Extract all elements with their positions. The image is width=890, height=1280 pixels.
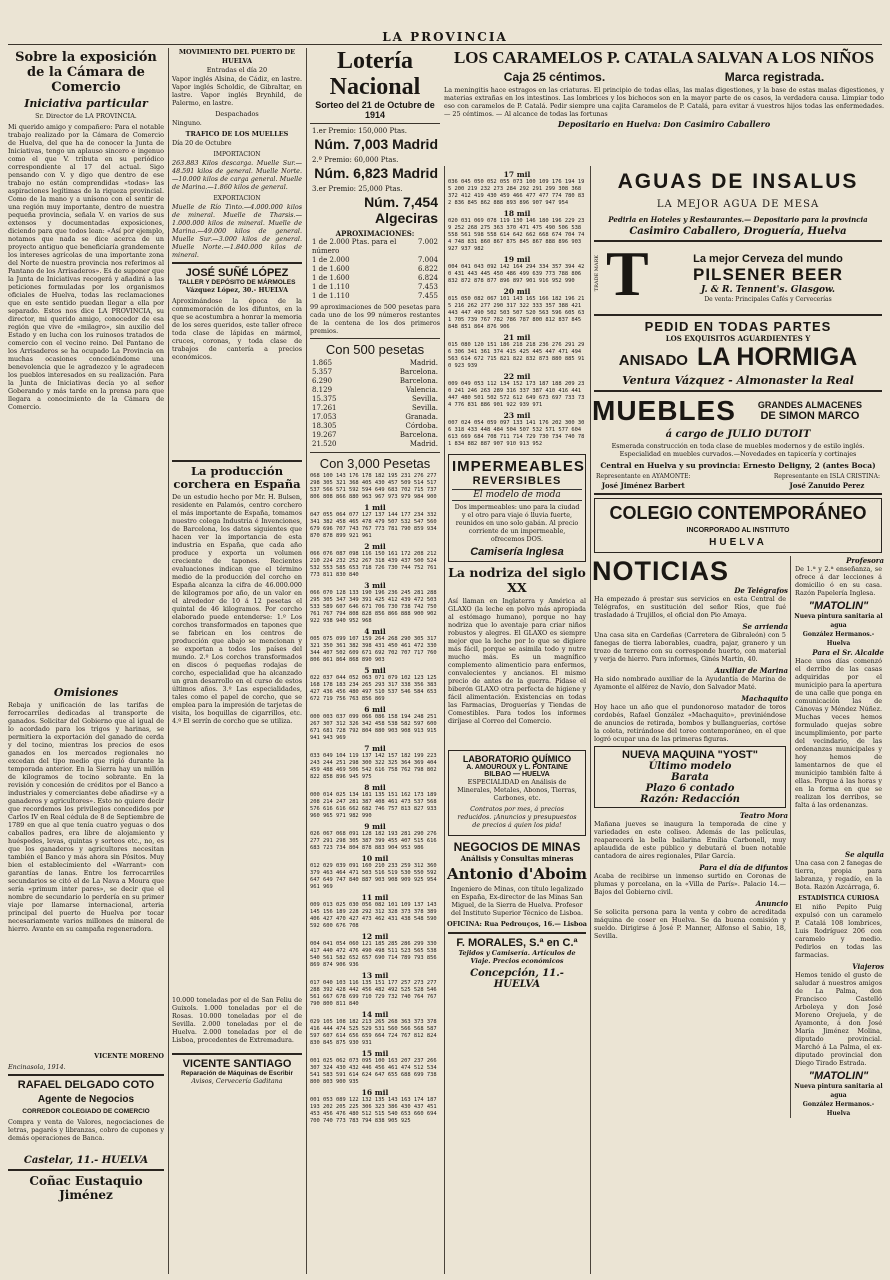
news-body: De 1.ª y 2.ª enseñanza, se ofrece á dar lecciones á domicilio ó en su casa. Razón Papelería Inglesa. <box>795 565 882 597</box>
mil-grid: 066 076 087 098 116 150 161 172 208 212 210 224 232 252 267 318 439 437 500 524 532 553 585 653 718 726 730 744 752 761 773 811 830 840 <box>310 551 440 578</box>
insalus-depot: Casimiro Caballero, Droguería, Huelva <box>629 226 847 237</box>
matolin2-brand: González Hermanos.- Huelva <box>802 1101 875 1117</box>
mil-heading: 21 mil <box>503 333 531 342</box>
aprox-list <box>308 238 442 301</box>
ad-laboratorio <box>448 750 586 836</box>
aprox-row: 1 de 1.600 6.822 <box>312 265 438 273</box>
ad-yost <box>594 746 786 808</box>
mil-grid: 009 013 025 030 056 082 101 109 137 143 145 156 189 228 292 312 328 373 378 389 406 427 470 427 473 462 431 438 548 590 592 600 676 708 <box>310 902 440 929</box>
column-rule <box>590 166 591 1274</box>
mil-grid: 066 070 128 133 190 196 236 245 281 288 295 305 347 349 391 425 412 439 472 503 533 589 607 646 671 706 730 738 742 750 761 767 794 808 828 856 866 888 900 902 922 938 940 952 968 <box>310 590 440 624</box>
mil-grid: 015 050 082 067 101 143 165 166 182 196 215 216 262 277 290 317 322 333 357 388 421 443 447 490 502 503 507 520 563 596 605 631 705 739 767 782 786 787 800 812 837 845 848 851 864 876 906 <box>448 296 585 330</box>
matolin2-title: "MATOLIN" <box>808 1070 869 1082</box>
minas-name: Antonio d'Aboim <box>446 865 588 883</box>
masthead-rule <box>8 44 882 45</box>
noticias-title: NOTICIAS <box>592 556 730 586</box>
port-ninguno: Ninguno. <box>172 119 202 127</box>
yost-line3: Razón: Redacción <box>640 794 740 805</box>
ad-imp-tag: El modelo de moda <box>452 489 582 501</box>
mil-heading: 17 mil <box>503 170 531 179</box>
news-head: Para el Sr. Alcalde <box>812 648 884 657</box>
ad-rafael-body: Compra y venta de Valores, negociaciones de letras, pagarés y libranzas, cobro de cupones y demás operaciones de Banca. <box>8 1118 164 1142</box>
article-title-exposicion: Sobre la exposición de la Cámara de Comercio <box>15 50 157 95</box>
mil-heading: 6 mil <box>364 705 386 714</box>
mil-heading: 15 mil <box>361 1049 389 1058</box>
mil-heading: 14 mil <box>361 1010 389 1019</box>
ad-santiago-name: VICENTE SANTIAGO <box>182 1058 292 1070</box>
prize-1-label: 1.er Premio: 150,000 Ptas. <box>312 127 407 135</box>
news-body: Se solicita persona para la venta y cobro de acreditada máquina de coser en Huelva. Se da buena comisión y sueldo. Dirigirse á José P. Manner, Alfonso el Sabio, 18, Sevilla. <box>594 908 786 940</box>
c500-row: 6.290 Barcelona. <box>312 377 438 385</box>
minas-address: OFICINA: Rua Pedrouços, 16.— Lisboa <box>446 920 587 928</box>
beer-name: PILSENER BEER <box>693 264 843 284</box>
news-head: Viajeros <box>852 962 884 971</box>
trade-mark-label: TRADE MARK <box>594 255 600 292</box>
mil-grid: 001 025 062 073 095 100 163 207 237 266 307 324 430 432 446 456 461 474 512 534 541 583 591 614 624 647 655 688 699 738 800 803 900 935 <box>310 1058 440 1085</box>
ad-santiago-address: Avisos, Cervecería Gaditana <box>191 1077 283 1085</box>
lab-cities: BILBAO — HUELVA <box>484 771 550 778</box>
rep2-name: José Zanuido Perez <box>789 481 865 490</box>
matolin-brand: González Hermanos.- Huelva <box>802 631 875 647</box>
news-head: Se arrienda <box>742 622 788 631</box>
morales-address: Concepción, 11.- HUELVA <box>470 968 564 990</box>
news-head: ESTADÍSTICA CURIOSA <box>798 895 879 902</box>
rep1-label: Representante en AYAMONTE: <box>596 473 691 480</box>
mil-heading: 7 mil <box>364 744 386 753</box>
column-3 <box>308 48 442 1274</box>
banner-caramelos <box>444 48 884 166</box>
mil-grid: 001 053 089 122 132 135 143 163 174 187 193 202 205 225 306 323 386 430 437 451 453 456 476 480 512 515 540 653 660 694 700 740 773 783 794 838 905 925 <box>310 1097 440 1124</box>
divider <box>172 1053 302 1055</box>
mil-grid: 005 075 099 107 159 264 268 290 305 317 321 350 361 382 398 431 450 461 472 330 344 407 502 609 671 692 702 707 717 760 806 861 864 868 890 903 <box>310 636 440 663</box>
insalus-title: AGUAS DE INSALUS <box>617 170 859 193</box>
importacion-title: IMPORTACION <box>213 151 261 158</box>
c500-row: 5.357 Barcelona. <box>312 368 438 376</box>
column-4 <box>446 168 588 1274</box>
aprox-row: 1 de 1.600 6.824 <box>312 274 438 282</box>
ad-sune-name: JOSÉ SUÑÉ LÓPEZ <box>185 267 289 279</box>
ad-imp-shop: Camisería Inglesa <box>470 546 564 558</box>
news-head: Auxiliar de Marina <box>714 666 788 675</box>
mil-grid: 026 067 068 091 128 182 193 281 290 276 277 291 298 305 387 399 455 407 515 616 683 723 734 804 878 883 904 953 986 <box>310 831 440 851</box>
mil-grid: 036 045 050 052 055 073 100 109 176 194 195 200 219 232 273 284 292 291 299 308 368 372 412 419 430 459 466 477 477 774 780 832 836 845 862 888 893 896 907 947 954 <box>448 179 585 206</box>
divider <box>8 1169 164 1171</box>
mil-grid: 017 040 103 116 135 151 177 257 273 277 288 392 428 442 456 482 492 525 528 546 561 667 678 699 710 729 732 740 764 767 790 800 811 840 <box>310 980 440 1007</box>
divider <box>172 460 302 462</box>
ad-rafael-name: RAFAEL DELGADO COTO <box>17 1079 155 1091</box>
mil-grid: 047 055 064 077 127 137 144 177 234 332 341 382 458 465 478 479 507 532 547 560 679 696 707 743 767 773 781 790 859 934 870 878 899 921 961 <box>310 512 440 539</box>
ad-sune-body: Aproximándose la época de la conmemoración de los difuntos, en la que se acostumbra a honrar la memoria de los seres queridos, este taller ofrece toda clase de lápidas en mármol, cruces, coronas, y toda clase de trabajos de cantería a precios económicos. <box>172 297 302 361</box>
matolin-body: Nueva pintura sanitaria al agua <box>794 613 883 629</box>
mil-heading: 8 mil <box>364 783 386 792</box>
ad-colegio <box>594 498 882 553</box>
article-subtitle: Iniciativa particular <box>24 97 148 110</box>
news-body: Hemos tenido el gusto de saludar á nuestros amigos de La Palma, don Francisco Castelló Arboleya y don José Moreno Orejuela, y de Ayamonte, á don José María Jiménez Molina, diputado provincial. Marchó á La Palma, el ex-diputado provincial don Diego Tirado Estrada. <box>795 971 882 1067</box>
news-body: Ha sido nombrado auxiliar de la Ayudantía de Marina de Ayamonte el alférez de Navío, don Salvador Maté. <box>594 675 786 691</box>
c500-title: Con 500 pesetas <box>325 342 425 357</box>
insalus-subtitle: LA MEJOR AGUA DE MESA <box>656 199 820 210</box>
column-5 <box>592 168 884 1274</box>
prize-2-number: Núm. 6,823 Madrid <box>314 165 438 181</box>
article-body-corcho: De un estudio hecho por Mr. H. Bulsen, residente en Palamós, centro corchero el más importante de España, tomamos nuestro colega Industria é Invenciones, de Barcelona, los datos siguientes que hacen ver la importancia de esta industria en España, que cada año produce y exporta un volumen creciente de tapones. Recientes evaluaciones indican que el término medio de la producción del corcho en España alcanza la cifra de 46.000.000 de kilogramos por año, de un valor en el alrededor de 10 á 12 pesetas el quintal de 46 kilogramos. Por corcho elaborado puede entenderse: 1.º Los corchos transformados en tapones que se fabrican en los centros de producción que abajo se mencionan y se exportan a todos los países del mundo. 2.º Los corchos transformados en discos ó pequeñas rodajas de corcho, especialidad que ha alcanzado un gran desarrollo en el curso de estos últimos años. 3.º Las especialidades, tales como el papel de corcho, que se emplea para la impresión de tarjetas de visita, los boquillas de cigarrillos, etc. 4.º El serrín de corcho que se utiliza. <box>172 493 302 725</box>
beer-sale: De venta: Principales Cafés y Cervecerías <box>704 295 832 303</box>
divider <box>172 262 302 264</box>
banner-depot: Depositario en Huelva: Don Casimiro Caballero <box>557 119 771 129</box>
ad-imp-subtitle: REVERSIBLES <box>472 475 562 487</box>
c500-row: 1.865 Madrid. <box>312 359 438 367</box>
ad-rafael-sub: CORREDOR COLEGIADO DE COMERCIO <box>22 1108 150 1115</box>
port-subtitle: Entradas el día 20 <box>206 66 268 74</box>
article-body-nodriza: Así llaman en Inglaterra y América al GLAXO (la leche en polvo más apropiada al estómago humano), porque no hay nodriza que lo aventaje para criar niños robustos y alegres. El GLAXO es siempre mejor que la leche por lo que se digiere más fácil, porque se asimila todo y nutre mucho más. Es un magnífico complemento alimenticio para enfermos, convalecientes y ancianos. El mismo precio de antes de la guerra. Pídase el biberón GLAXO otra perfecta de higiene y fácil alimentación. Existencias en todas las Farmacias, Droguerías y Tiendas de Comestibles. Para todos los informes diríjase al Correo del Comercio. <box>448 597 586 725</box>
hormiga-name: LA HORMIGA <box>697 343 858 371</box>
lottery-subtitle: Sorteo del 21 de Octubre de 1914 <box>315 100 435 120</box>
c500-row: 15.375 Sevilla. <box>312 395 438 403</box>
mil-grid: 004 041 043 092 142 164 294 334 357 394 420 431 443 445 450 486 499 639 773 788 806 832 872 878 877 896 897 901 916 952 990 <box>448 264 585 284</box>
mil-heading: 20 mil <box>503 287 531 296</box>
lab-names: A. AMOUROUX y L. FONTAINE <box>466 764 568 771</box>
noticias-col-a <box>592 556 791 1118</box>
mil-heading: 5 mil <box>364 666 386 675</box>
mil-grid: 007 024 054 059 097 133 141 176 202 300 306 318 433 448 484 504 507 532 571 577 604 613 669 684 708 711 714 729 730 734 740 781 834 882 887 907 910 913 952 <box>448 420 585 447</box>
cork-list: 10.000 toneladas por el de San Feliu de Guixols. 1.000 toneladas por el de Rosas. 10.000 toneladas por el de Sevilla. 2.000 toneladas por el de Huelva. 2.000 toneladas por el de Lisboa, procedentes de Extremadura. <box>172 996 302 1044</box>
divider <box>8 1074 164 1076</box>
mil-heading: 19 mil <box>503 255 531 264</box>
aprox-row: 1 de 2.000 Ptas. para el número 7.002 <box>312 238 438 255</box>
lab-body: ESPECIALIDAD en Análisis de Minerales, Metales, Abonos, Tierras, Carbones, etc. <box>457 778 577 802</box>
signature: VICENTE MORENO <box>94 1052 164 1060</box>
port-despachados: Despachados <box>215 110 259 118</box>
c500-row: 18.305 Córdoba. <box>312 422 438 430</box>
matolin-title: "MATOLIN" <box>808 600 869 612</box>
article-body: Mi querido amigo y compañero: Para el notable trabajo realizado por la Cámara de Comercio de Huelva, del que ha de conocer la Junta de Iniciativas, tengo un aplauso sincero e ingenuo como el que V. tributa en su periódico correspondiente al 17 del actual. Sigo pensando con V. y digo que dentro de ese trabajo no están comprendidas «todas» las aspiraciones legítimas de la riqueza provincial. Como de la mano y a unísono con el sentir de una región muy importante, dentro de nuestra pequeña provincia, señala V. en varios de sus extensos y documentadas exposiciones, diciendo para que todos lean: «Así por ejemplo, notamos que nada se dice acerca de un proyecto antiguo que beneficiaría grandemente los intereses agrícolas de una importante zona del Norte de nuestra provincia nos referimos al Pantano de los Arrisaderos». Es de suponer que la Junta de Iniciativas recogerá y añadirá a las peticiones formuladas por los organismos oficiales de Huelva, todas las reclamaciones que en este sentido puedan llegar a ella por separado. Estos nos dice LA PROVINCIA, su director, mi querido amigo, conocedor de esa región que vive de «milagro», sin auxilio del Estado y en lucha con los ruinosos tratados de comercio con el vecino reino. Del Pantano de los Arrisaderos se ha ocupado La Provincia en muchas ocasiones concediéndome una benevolencia que le agradezco y le agradecen los pueblos interesados en su realización. Para la Junta de Iniciativas decía yo al señor Goberando y más tarde en la prensa para que llegara a conocimiento de la Cámara de Comercio. <box>8 123 164 411</box>
ad-imp-title: IMPERMEABLES <box>452 458 585 475</box>
mil-heading: 2 mil <box>364 542 386 551</box>
c500-row: 21.520 Madrid. <box>312 440 438 448</box>
exportacion-title: EXPORTACION <box>213 195 261 202</box>
morales-body: Tejidos y Camisería. Artículos de Viaje. Precios económicos <box>458 949 576 965</box>
importacion-body: 263.883 Kilos descarga. Muelle Sur.—48.591 kilos de general. Muelle Norte.—10.000 kilos de carga general. Muelle de Marina.—1.860 kilos de general. <box>172 159 302 191</box>
dateline: Encinasola, 1914. <box>8 1063 66 1071</box>
mil-heading: 11 mil <box>361 893 389 902</box>
exportacion-body: Muelle de Río Tinto.—4.000.000 kilos de mineral. Muelle de Tharsis.—1.000.000 kilos de mineral. Muelle de Marina.—49.000 kilos de general. Muelle Sur.—3.000 kilos de general. Muelle Norte.—1.840.000 kilos de mineral. <box>172 203 302 259</box>
colegio-sub: INCORPORADO AL INSTITUTO <box>686 527 790 534</box>
section-omisiones: Omisiones <box>53 686 119 699</box>
mil-heading: 13 mil <box>361 971 389 980</box>
divider <box>448 932 586 934</box>
divider <box>310 452 440 453</box>
noticias-area <box>592 556 884 1118</box>
prize-3-number: Núm. 7,454 Algeciras <box>364 194 438 226</box>
minas-subtitle: Análisis y Consultas mineras <box>460 854 574 863</box>
news-head: Para el día de difuntos <box>699 863 788 872</box>
muebles-title: MUEBLES <box>592 395 736 426</box>
news-head: De Telégrafos <box>734 586 788 595</box>
c500-row: 19.267 Barcelona. <box>312 431 438 439</box>
mil-heading: 22 mil <box>503 372 531 381</box>
news-body: El niño Pepito Puig expulsó con un caramelo P. Catalá 108 lombrices, Luis Rodríguez 206 con caramelo y medio. Pedirlos en todas las farmacias. <box>795 903 882 959</box>
ad-muebles <box>592 395 884 427</box>
ad-rafael-title: Agente de Negocios <box>37 1094 135 1105</box>
muebles-body: Esmerada construcción en toda clase de muebles modernos y de estilo inglés. Especialidad en muebles curvados.—Novedades en tapicería y cortinajes <box>611 442 865 458</box>
mil-heading: 10 mil <box>361 854 389 863</box>
trade-mark-block <box>594 238 654 311</box>
ad-pilsener <box>594 238 882 311</box>
mil-heading: 12 mil <box>361 932 389 941</box>
lab-title: LABORATORIO QUÍMICO <box>462 754 572 764</box>
banner-trademark: Marca registrada. <box>724 70 825 84</box>
anisado-label: ANISADO <box>618 352 688 369</box>
ad-impermeables <box>448 454 586 562</box>
ad-sune-title: TALLER Y DEPÓSITO DE MÁRMOLES <box>178 279 296 286</box>
minas-title: NEGOCIOS DE MINAS <box>453 840 581 854</box>
divider <box>310 123 440 124</box>
news-body: Hoy hace un año que el pundonoroso matador de toros cordobés, Rafael González «Machaquito», previniéndose de anuncios de retirada, bombos y bullanguerías, cortóse la coleta, retirándose del toreo contemporáneo, en el que logró ocupar una de las primeras figuras. <box>594 703 786 743</box>
t-logo-icon: T <box>606 238 649 309</box>
pedid-headline: PEDID EN TODAS PARTES <box>644 319 832 334</box>
news-body: Una casa con 2 fanegas de tierra, propia para labranza, y regadío, en la Bota. Razón Azcárraga, 6. <box>795 859 882 891</box>
mil-heading: 4 mil <box>364 627 386 636</box>
news-head: Machaquito <box>741 694 788 703</box>
mil-grid: 020 031 069 078 119 130 146 180 196 229 239 252 268 275 363 370 471 475 490 506 538 558 561 598 558 614 642 662 668 674 704 744 748 831 860 867 875 845 867 888 896 903 927 937 982 <box>448 218 585 252</box>
c500-row: 17.261 Sevilla. <box>312 404 438 412</box>
mil-heading: 16 mil <box>361 1088 389 1097</box>
mil-heading: 1 mil <box>364 503 386 512</box>
mil-grid: 012 029 039 091 160 210 233 259 312 360 379 463 464 471 503 516 519 530 550 592 647 649 747 840 887 903 908 909 925 954 961 969 <box>310 863 440 890</box>
article-title-corcho: La producción corchera en España <box>173 464 301 491</box>
column-rule <box>306 48 307 1274</box>
noticias-col-b <box>791 556 884 1118</box>
muebles-reps <box>596 472 880 490</box>
morales-name: F. MORALES, S.ª en C.ª <box>456 937 578 949</box>
mil-grid: 029 105 108 182 213 265 268 363 373 378 416 444 474 525 529 531 560 566 568 587 597 607 614 656 659 664 724 767 812 824 830 845 875 930 931 <box>310 1019 440 1046</box>
beer-headline: La mejor Cerveza del mundo <box>693 252 843 265</box>
news-body: Hace unos días comenzó el derribo de las casas adquiridas por el municipio para la apertura de una calle que ponga en comunicación las de Cánovas y Méndez Núñez. Muchas veces hemos formulado quejas sobre incumplimiento, por parte del vecindario, de las ordenanzas municipales y hoy hemos de lamentarnos de que el municipio también falte á ellas. Porque á las horas y en la forma en que se realizan los derribos, se falta á las ordenanzas. <box>795 657 882 809</box>
trafico-date: Día 20 de Octubre <box>172 139 232 147</box>
port-title: MOVIMIENTO DEL PUERTO DE HUELVA <box>178 48 296 65</box>
rep1-name: José Jiménez Barbert <box>601 481 685 490</box>
news-head: Se alquila <box>845 850 884 859</box>
mil-grid: 009 049 053 112 134 152 173 187 188 209 230 241 246 263 289 316 337 387 410 416 441 447 480 501 502 572 612 649 673 697 733 734 776 831 886 901 922 939 971 <box>448 381 585 408</box>
news-body: Una casa sita en Cardeñas (Carretera de Gibraleón) con 5 fanegas de tierra laborables, cuadra, pajar, granero y un trozo de terreno con su corresponde huerto, con material y verja de hierro. Para informes, Ginés Martín, 40. <box>594 631 786 663</box>
divider <box>594 493 882 495</box>
masthead-title: LA PROVINCIA <box>382 30 508 44</box>
aprox-row: 1 de 1.110 7.453 <box>312 283 438 291</box>
lab-note: Contratos por mes, á precios reducidos. ¡Anuncios y presupuestos de precios á quien los pida! <box>457 805 577 829</box>
mil-heading: 9 mil <box>364 822 386 831</box>
insalus-note: Pedirla en Hoteles y Restaurantes.— Depositario para la provincia <box>608 215 868 224</box>
mil-heading: 3 mil <box>364 581 386 590</box>
yost-line1: Barata <box>671 772 709 783</box>
trafico-title: TRAFICO DE LOS MUELLES <box>185 130 289 138</box>
rep2-label: Representante en ISLA CRISTINA: <box>773 473 880 480</box>
aprox-row: 1 de 2.000 7.004 <box>312 256 438 264</box>
ad-rafael-address: Castelar, 11.- HUELVA <box>23 1155 149 1166</box>
banner-body: La meningitis hace estragos en las criaturas. El principio de todas ellas, las malas digestiones, y la base de estas malas digestiones, y materias extrañas en los intestinos. Las lombrices y los bichocos son en la mayor parte de os casos, la verdadera causa. Limpiar todo eso con caramelos de P. Catalá. Pedir siempre una cajita Caramelos de P. Catalá, para evitar á vuestros hijos todas las enfermedades. — 25 céntimos. — Al alcance de todas las fortunas <box>444 86 884 118</box>
matolin2-body: Nueva pintura sanitaria al agua <box>794 1083 883 1099</box>
minas-body: Ingeniero de Minas, con título legalizado en España, Ex-director de las Minas San Miguel, de la Sierra de Huelva. Profesor del Instituto Superior Técnico de Lisboa. <box>450 885 584 917</box>
c500-row: 8.129 Valencia. <box>312 386 438 394</box>
masthead <box>0 0 890 44</box>
news-head: Profesora <box>846 556 884 565</box>
mil-heading: 18 mil <box>503 209 531 218</box>
yost-line2: Plazo 6 contado <box>645 783 735 794</box>
colegio-title: COLEGIO CONTEMPORÁNEO <box>609 503 867 523</box>
c3000-grid: 068 100 143 176 178 182 195 231 276 277 298 305 321 368 405 430 457 509 514 517 537 566 571 592 594 649 683 702 715 737 806 808 866 880 963 967 973 979 984 900 <box>310 473 440 500</box>
prize-2-label: 2.º Premio: 60,000 Ptas. <box>312 156 399 164</box>
news-body: Acaba de recibirse un inmenso surtido en Coronas de plumas y porcelana, en la «Villa de París». Palacio 14.—Bajos del Gobierno civil. <box>594 872 786 896</box>
yost-sub: Último modelo <box>648 761 732 772</box>
muebles-central: Central en Huelva y su provincia: Ernesto Deligny, 2 (antes Boca) <box>600 461 876 470</box>
mil-grid: 004 041 054 060 121 185 285 286 299 330 417 440 472 476 490 498 511 523 565 538 540 561 582 652 657 690 714 789 793 856 869 874 906 936 <box>310 941 440 968</box>
prize-1-number: Núm. 7,003 Madrid <box>314 136 438 152</box>
ad-imp-body: Dos impermeables: uno para la ciudad y el otro para viaje ó lluvia fuerte, reunidos en uno solo gabán. Al precio corriente de un impermeable, ofrecemos DOS. <box>454 503 580 543</box>
colegio-city: HUELVA <box>709 537 767 548</box>
aprox-note: 99 aproximaciones de 500 pesetas para cada uno de los 99 números restantes de la centena de los dos primeros premios. <box>310 303 440 335</box>
mil-grid: 000 014 025 134 181 135 151 162 173 189 208 214 247 281 387 408 461 473 537 568 576 616 616 662 682 746 757 813 827 933 960 965 971 982 990 <box>310 792 440 819</box>
muebles-sub2: DE SIMON MARCO <box>760 410 860 422</box>
article-title-nodriza: La nodriza del siglo XX <box>448 565 586 595</box>
muebles-cargo: á cargo de JULIO DUTOIT <box>665 429 811 440</box>
news-head: Teatro Mora <box>739 811 788 820</box>
pedid-sub: LOS EXQUISITOS AGUARDIENTES Y <box>665 334 811 343</box>
banner-price: Caja 25 céntimos. <box>503 70 606 84</box>
yost-title: NUEVA MAQUINA "YOST" <box>622 749 758 761</box>
lottery-title: Lotería Nacional <box>329 48 421 100</box>
news-body: Mañana jueves se inaugura la temporada de cine y variedades en este coliseo. Además de las películas, reaparecerá la bella bailarina Emilia Carbonell, muy aplaudida de este público y debutará el buen notable cantadora de aires regionales, Pilar García. <box>594 820 786 860</box>
port-body: Vapor inglés Alsina, de Cádiz, en lastre. Vapor inglés Scholdic, de Gibraltar, en lastre. Vapor inglés Brynhild, de Palermo, en lastre. <box>172 75 302 107</box>
news-body: Ha empezado á prestar sus servicios en esta Central de Telégrafos, en sustitución del señor Ríos, que fué trasladado á Trujillos, el oficial don Pio Amaya. <box>594 595 786 619</box>
divider <box>594 390 882 392</box>
salutation: Sr. Director de LA PROVINCIA. <box>35 112 137 120</box>
beer-brand: J. & R. Tennent's. Glasgow. <box>700 284 836 295</box>
aprox-row: 1 de 1.110 7.455 <box>312 292 438 300</box>
article-body-omisiones: Rebaja y unificación de las tarifas de ferrocarriles dedicadas al transporte de ganados. Solicitar del Gobierno que al igual de lo acordado para los trigos y harinas, se permitiera la exportación del ganado de cerda y del tocino, mientras los precios de esos ganados en los mercados regionales no excedan del tipo medio que rigió durante la temporada anterior. En la Sierra hay un millón de kilogramos de tocino sobrante. En la revisión y concesión de créditos por el Banco a industriales y comerciantes debe añadirse «y a ganaderos y agricultores». Esto no quiere decir que recordemos los privilegios concedidos por Carlos IV en Real cédula de 8 de Septiembre de 1789 en que al que tenía cuatro yeguas o dos caballos padres, era libre de alojamiento y huéspedes, levas, quintas y sorteos etc., no, es que los ganaderos y agricultores necesitan también el Banco y más ahora sin Pósitos. Muy bien el establecimiento del «Warrant» con garantías de lanas. Entre los ferrocarriles secundarios se citó el de La Nava a Moura que sería «primum inter pares», se decir que el nombre de secundario lo perdería en su primer viaje por llamarse internacional, arteria principal del puerto de Huelva por tocar necesariamente varios millones de mineral de hierro. Avante en su campaña regeneradora. <box>8 701 164 933</box>
divider <box>594 314 882 316</box>
banner-title: LOS CARAMELOS P. CATALA SALVAN A LOS NIÑOS <box>453 48 875 67</box>
divider <box>310 338 440 339</box>
c500-row: 17.053 Granada. <box>312 413 438 421</box>
mil-grid: 015 080 120 151 186 218 218 236 276 291 296 306 341 361 374 415 425 445 447 471 494 563 614 672 715 821 822 832 873 880 885 910 923 939 <box>448 342 585 369</box>
column-rule <box>444 166 445 1274</box>
ad-cognac: Coñac Eustaquio Jiménez <box>29 1174 143 1202</box>
news-head: Anuncio <box>755 899 788 908</box>
mil-grid: 022 037 044 052 063 071 079 102 123 125 168 178 183 234 265 293 317 338 356 383 427 436 456 480 497 510 537 546 584 653 672 719 756 763 856 869 <box>310 675 440 702</box>
c500-list <box>308 359 442 449</box>
ad-sune-address: Vázquez López, 30.- HUELVA <box>185 286 289 294</box>
c3000-title: Con 3,000 Pesetas <box>319 456 431 471</box>
column-2 <box>170 48 304 1274</box>
mil-grid: 000 003 037 099 066 086 158 194 248 251 267 307 312 326 342 458 538 582 597 600 671 681 728 792 804 880 903 908 913 915 941 943 969 <box>310 714 440 741</box>
prize-3-label: 3.er Premio: 25,000 Ptas. <box>312 185 403 193</box>
hormiga-line <box>592 343 884 372</box>
mil-grid: 033 049 104 119 137 142 157 182 199 223 243 244 251 298 300 322 325 364 369 404 459 488 469 506 542 616 758 762 798 802 822 858 896 945 975 <box>310 753 440 780</box>
mil-heading: 23 mil <box>503 411 531 420</box>
column-1 <box>6 48 166 1274</box>
hormiga-sub: Ventura Vázquez - Almonaster la Real <box>622 374 854 387</box>
aprox-title: APROXIMACIONES: <box>335 229 415 238</box>
muebles-sub1: GRANDES ALMACENES <box>757 400 863 410</box>
ad-santiago-title: Reparación de Máquinas de Escribir <box>181 1070 293 1077</box>
column-rule <box>168 48 169 1274</box>
